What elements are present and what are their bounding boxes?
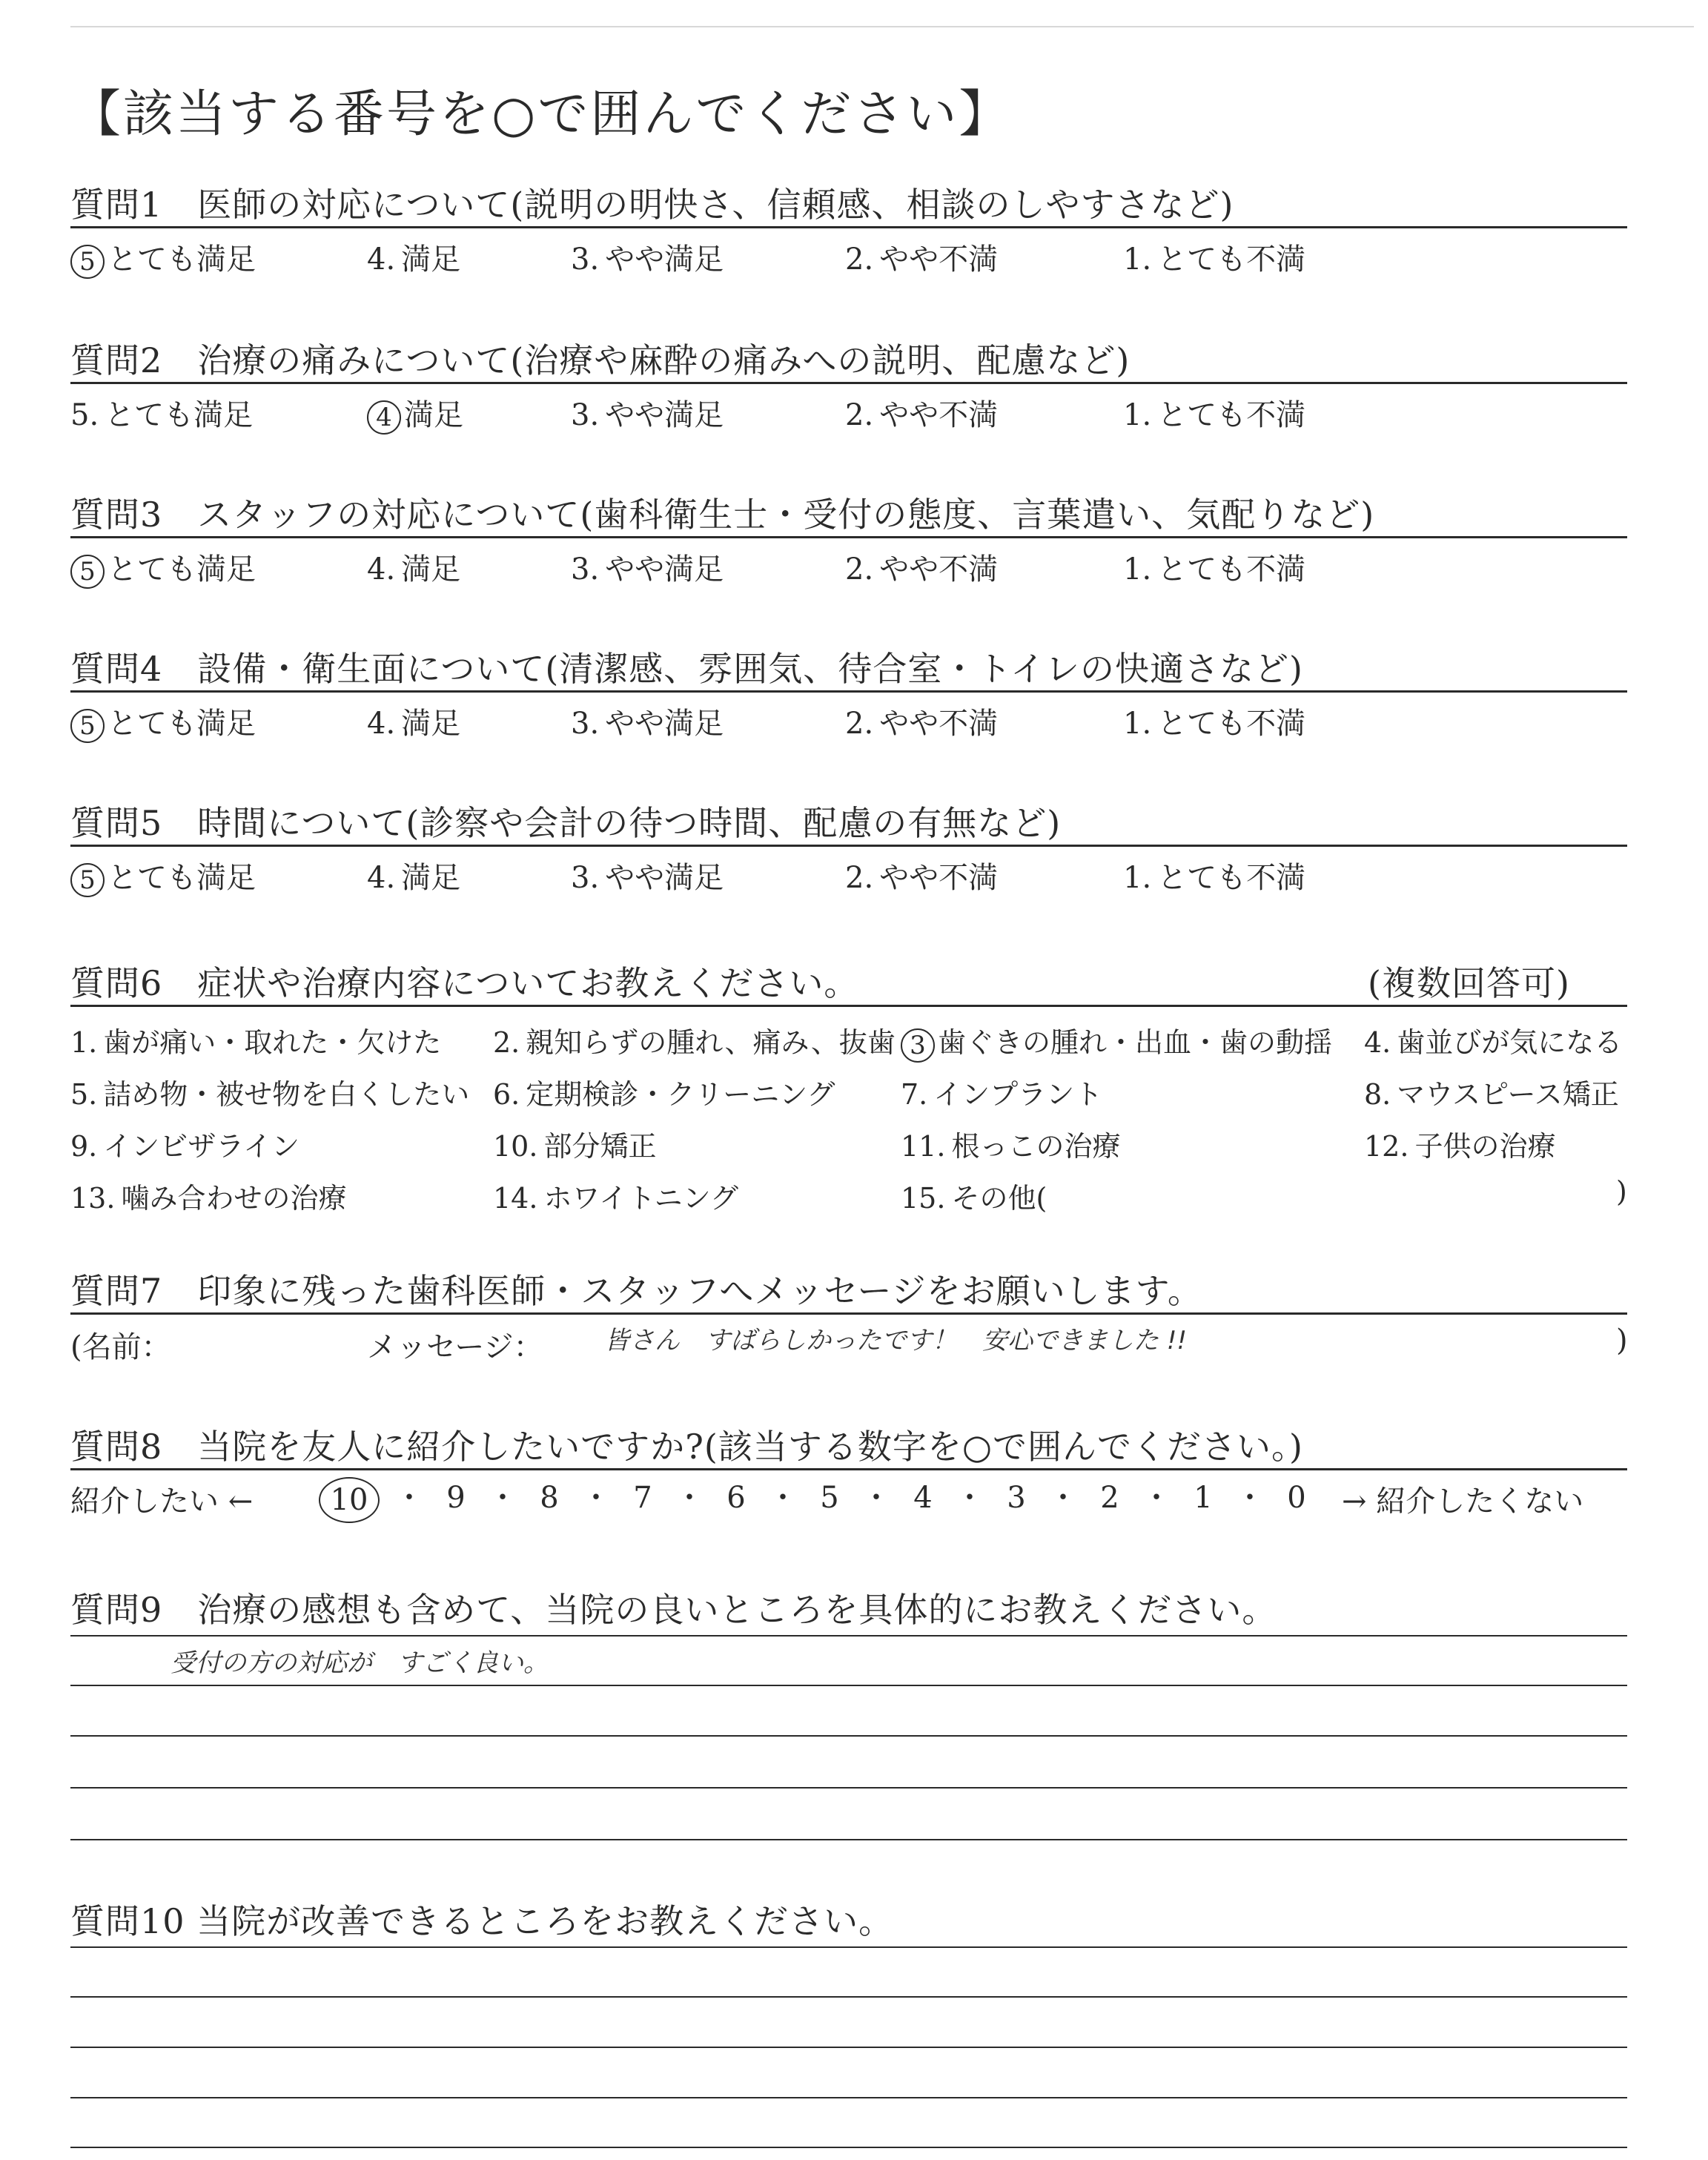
q5-rule bbox=[70, 845, 1627, 847]
q2-option-5[interactable] bbox=[70, 392, 253, 434]
q2-option-1[interactable] bbox=[1123, 392, 1305, 434]
q8-separator: ・ bbox=[581, 1481, 611, 1515]
option-number: 14. bbox=[493, 1182, 538, 1215]
option-label: やや満足 bbox=[605, 552, 724, 587]
option-label: 根っこの治療 bbox=[951, 1130, 1121, 1163]
q8-left-label: 紹介したい ← bbox=[70, 1484, 254, 1519]
q1-option-4[interactable] bbox=[367, 236, 460, 278]
q7-rule bbox=[70, 1312, 1627, 1315]
option-label: 歯が痛い・取れた・欠けた bbox=[103, 1026, 442, 1059]
q7-message-label: メッセージ： bbox=[367, 1330, 543, 1364]
q10-line-4 bbox=[70, 2097, 1627, 2098]
q4-option-3[interactable] bbox=[571, 700, 724, 742]
q9-title: 質問9 治療の感想も含めて、当院の良いところを具体的にお教えください。 bbox=[70, 1590, 1277, 1630]
option-label: やや不満 bbox=[879, 242, 999, 277]
option-number: 10. bbox=[493, 1130, 538, 1163]
option-label: 詰め物・被せ物を白くしたい bbox=[103, 1078, 470, 1111]
q7-name-label: (名前： bbox=[70, 1330, 171, 1364]
q6-option-15[interactable] bbox=[901, 1175, 1047, 1216]
option-label: 満足 bbox=[404, 398, 463, 432]
option-label: とても不満 bbox=[1157, 242, 1306, 277]
option-number: 11. bbox=[901, 1130, 946, 1163]
q1-option-5[interactable] bbox=[70, 236, 256, 279]
option-number: 4. bbox=[367, 552, 396, 587]
q3-rule bbox=[70, 536, 1627, 538]
q7-close: ) bbox=[1616, 1324, 1628, 1358]
q2-title: 質問2 治療の痛みについて(治療や麻酔の痛みへの説明、配慮など) bbox=[70, 340, 1131, 380]
q7-message-handwritten: 皆さん すばらしかったです！ 安心できました !! bbox=[604, 1326, 1188, 1355]
q8-scale-1[interactable]: 1 bbox=[1194, 1481, 1213, 1515]
q3-option-2[interactable] bbox=[845, 546, 998, 588]
q9-line-1 bbox=[70, 1635, 1627, 1636]
option-label: ホワイトニング bbox=[543, 1182, 739, 1215]
q8-rule bbox=[70, 1468, 1627, 1470]
option-number: 3. bbox=[571, 707, 600, 741]
q6-option-12[interactable] bbox=[1364, 1123, 1555, 1164]
option-label: 満足 bbox=[401, 861, 461, 895]
option-number: 4. bbox=[367, 861, 396, 895]
option-label: とても不満 bbox=[1157, 861, 1306, 895]
q9-line-4 bbox=[70, 1787, 1627, 1789]
option-label: とても不満 bbox=[1157, 398, 1306, 432]
q4-option-2[interactable] bbox=[845, 700, 998, 742]
option-number: 3. bbox=[571, 398, 600, 432]
option-number: 4. bbox=[1364, 1026, 1391, 1059]
q8-scale-8[interactable]: 8 bbox=[540, 1481, 559, 1515]
q6-option-6[interactable] bbox=[493, 1071, 835, 1112]
q9-line-2 bbox=[70, 1685, 1627, 1686]
option-label: やや不満 bbox=[879, 398, 999, 432]
option-number: 3. bbox=[571, 242, 600, 277]
option-label: やや満足 bbox=[605, 398, 724, 432]
q9-line-5 bbox=[70, 1839, 1627, 1840]
selected-circle-mark: 10 bbox=[319, 1477, 380, 1523]
q6-option-14[interactable] bbox=[493, 1175, 738, 1216]
q3-option-3[interactable] bbox=[571, 546, 724, 588]
q8-separator: ・ bbox=[768, 1481, 798, 1515]
q8-separator: ・ bbox=[955, 1481, 984, 1515]
option-number: 5. bbox=[70, 398, 99, 432]
q6-option-4[interactable] bbox=[1364, 1020, 1622, 1060]
selected-circle-mark: 5 bbox=[70, 863, 105, 897]
q8-scale-5[interactable]: 5 bbox=[820, 1481, 839, 1515]
q4-title: 質問4 設備・衛生面について(清潔感、雰囲気、待合室・トイレの快適さなど) bbox=[70, 649, 1303, 689]
option-number: 2. bbox=[493, 1026, 520, 1059]
q8-scale-6[interactable]: 6 bbox=[726, 1481, 746, 1515]
q5-option-2[interactable] bbox=[845, 854, 998, 896]
option-label: インビザライン bbox=[103, 1130, 300, 1163]
option-number: 8. bbox=[1364, 1078, 1391, 1111]
option-label: とても満足 bbox=[107, 242, 256, 277]
q6-option-1[interactable] bbox=[70, 1020, 441, 1060]
option-number: 3. bbox=[571, 861, 600, 895]
q8-scale-4[interactable]: 4 bbox=[913, 1481, 933, 1515]
q2-rule bbox=[70, 382, 1627, 384]
option-number: 1. bbox=[1123, 552, 1152, 587]
option-label: やや不満 bbox=[879, 861, 999, 895]
option-number: 13. bbox=[70, 1182, 116, 1215]
option-label: とても満足 bbox=[107, 707, 256, 741]
option-number: 2. bbox=[845, 242, 874, 277]
q6-option-11[interactable] bbox=[901, 1123, 1120, 1164]
q8-separator: ・ bbox=[1235, 1481, 1265, 1515]
q8-separator: ・ bbox=[861, 1481, 891, 1515]
q10-line-2 bbox=[70, 1996, 1627, 1998]
option-label: 部分矯正 bbox=[543, 1130, 657, 1163]
q8-scale-7[interactable]: 7 bbox=[633, 1481, 652, 1515]
option-number: 7. bbox=[901, 1078, 928, 1111]
q5-option-3[interactable] bbox=[571, 854, 724, 896]
q5-option-4[interactable] bbox=[367, 854, 460, 896]
q6-option-9[interactable] bbox=[70, 1123, 299, 1164]
selected-circle-mark: 5 bbox=[70, 555, 105, 589]
q1-option-3[interactable] bbox=[571, 236, 724, 278]
selected-circle-mark: 4 bbox=[367, 400, 401, 435]
option-number: 2. bbox=[845, 707, 874, 741]
q6-option-10[interactable] bbox=[493, 1123, 656, 1164]
q1-title: 質問1 医師の対応について(説明の明快さ、信頼感、相談のしやすさなど) bbox=[70, 185, 1234, 225]
option-label: 歯ぐきの腫れ・出血・歯の動揺 bbox=[938, 1026, 1333, 1059]
q6-option-3[interactable] bbox=[901, 1020, 1332, 1063]
q2-option-3[interactable] bbox=[571, 392, 724, 434]
option-number: 1. bbox=[70, 1026, 98, 1059]
q6-option-5[interactable] bbox=[70, 1071, 469, 1112]
q8-scale-3[interactable]: 3 bbox=[1007, 1481, 1026, 1515]
option-number: 2. bbox=[845, 552, 874, 587]
option-number: 4. bbox=[367, 242, 396, 277]
option-number: 3. bbox=[571, 552, 600, 587]
option-label: とても満足 bbox=[107, 552, 256, 587]
q9-line-3 bbox=[70, 1735, 1627, 1737]
page-title: 【該当する番号を○で囲んでください】 bbox=[70, 85, 1012, 144]
q10-line-1 bbox=[70, 1946, 1627, 1948]
option-label: やや不満 bbox=[879, 552, 999, 587]
option-number: 1. bbox=[1123, 398, 1152, 432]
q5-title: 質問5 時間について(診察や会計の待つ時間、配慮の有無など) bbox=[70, 803, 1062, 843]
option-number: 1. bbox=[1123, 242, 1152, 277]
option-number: 1. bbox=[1123, 707, 1152, 741]
option-number: 2. bbox=[845, 861, 874, 895]
q1-option-2[interactable] bbox=[845, 236, 998, 278]
q8-scale bbox=[319, 1474, 1312, 1523]
option-number: 1. bbox=[1123, 861, 1152, 895]
q6-note: (複数回答可) bbox=[1368, 963, 1570, 1003]
scan-top-border bbox=[70, 26, 1694, 27]
option-label: マウスピース矯正 bbox=[1397, 1078, 1619, 1111]
option-label: とても満足 bbox=[107, 861, 256, 895]
q8-separator: ・ bbox=[488, 1481, 517, 1515]
q8-separator: ・ bbox=[1142, 1481, 1171, 1515]
option-label: やや不満 bbox=[879, 707, 999, 741]
q2-option-4[interactable] bbox=[367, 392, 463, 435]
option-number: 9. bbox=[70, 1130, 98, 1163]
option-label: 満足 bbox=[401, 552, 461, 587]
q6-option-7[interactable] bbox=[901, 1071, 1102, 1112]
q8-separator: ・ bbox=[1048, 1481, 1078, 1515]
q5-option-5[interactable] bbox=[70, 854, 256, 897]
option-label: その他( bbox=[951, 1182, 1047, 1215]
q8-title: 質問8 当院を友人に紹介したいですか?(該当する数字を○で囲んでください。) bbox=[70, 1427, 1303, 1467]
q8-scale-10[interactable] bbox=[319, 1477, 378, 1523]
q4-option-5[interactable] bbox=[70, 700, 256, 743]
selected-circle-mark: 5 bbox=[70, 709, 105, 743]
option-label: 親知らずの腫れ、痛み、抜歯 bbox=[526, 1026, 896, 1059]
q6-option-8[interactable] bbox=[1364, 1071, 1619, 1112]
option-label: 子供の治療 bbox=[1414, 1130, 1556, 1163]
q3-option-4[interactable] bbox=[367, 546, 460, 588]
option-label: 満足 bbox=[401, 242, 461, 277]
q6-option-13[interactable] bbox=[70, 1175, 346, 1216]
q6-option-2[interactable] bbox=[493, 1020, 896, 1060]
option-label: 定期検診・クリーニング bbox=[526, 1078, 835, 1111]
option-number: 6. bbox=[493, 1078, 520, 1111]
selected-circle-mark: 5 bbox=[70, 245, 105, 279]
option-label: とても不満 bbox=[1157, 552, 1306, 587]
option-number: 5. bbox=[70, 1078, 98, 1111]
q5-option-1[interactable] bbox=[1123, 854, 1305, 896]
option-label: インプラント bbox=[933, 1078, 1103, 1111]
q1-rule bbox=[70, 226, 1627, 228]
q8-separator: ・ bbox=[675, 1481, 704, 1515]
q8-scale-2[interactable]: 2 bbox=[1100, 1481, 1119, 1515]
q1-option-1[interactable] bbox=[1123, 236, 1305, 278]
q3-option-1[interactable] bbox=[1123, 546, 1305, 588]
option-label: とても満足 bbox=[105, 398, 254, 432]
q9-answer-handwritten: 受付の方の対応が すごく良い。 bbox=[171, 1648, 549, 1678]
option-number: 12. bbox=[1364, 1130, 1409, 1163]
option-number: 15. bbox=[901, 1182, 946, 1215]
option-label: 噛み合わせの治療 bbox=[121, 1182, 347, 1215]
q10-line-5 bbox=[70, 2147, 1627, 2148]
q6-other-close: ) bbox=[1616, 1175, 1627, 1208]
option-label: 満足 bbox=[401, 707, 461, 741]
q8-separator: ・ bbox=[394, 1481, 424, 1515]
q4-option-4[interactable] bbox=[367, 700, 460, 742]
option-label: やや満足 bbox=[605, 861, 724, 895]
q4-option-1[interactable] bbox=[1123, 700, 1305, 742]
option-number: 4. bbox=[367, 707, 396, 741]
q2-option-2[interactable] bbox=[845, 392, 998, 434]
q3-title: 質問3 スタッフの対応について(歯科衛生士・受付の態度、言葉遣い、気配りなど) bbox=[70, 495, 1375, 535]
option-label: やや満足 bbox=[605, 242, 724, 277]
q10-title: 質問10 当院が改善できるところをお教えください。 bbox=[70, 1901, 894, 1941]
q6-rule bbox=[70, 1005, 1627, 1007]
option-label: やや満足 bbox=[605, 707, 724, 741]
option-number: 2. bbox=[845, 398, 874, 432]
q10-line-3 bbox=[70, 2047, 1627, 2048]
selected-circle-mark: 3 bbox=[901, 1028, 935, 1063]
q4-rule bbox=[70, 690, 1627, 693]
q3-option-5[interactable] bbox=[70, 546, 256, 589]
option-label: とても不満 bbox=[1157, 707, 1306, 741]
q8-scale-9[interactable]: 9 bbox=[446, 1481, 466, 1515]
q7-title: 質問7 印象に残った歯科医師・スタッフへメッセージをお願いします。 bbox=[70, 1271, 1202, 1311]
option-label: 歯並びが気になる bbox=[1397, 1026, 1623, 1059]
q6-title: 質問6 症状や治療内容についてお教えください。 bbox=[70, 963, 859, 1003]
q8-right-label: → 紹介したくない bbox=[1342, 1484, 1584, 1519]
q8-scale-0[interactable]: 0 bbox=[1287, 1481, 1306, 1515]
